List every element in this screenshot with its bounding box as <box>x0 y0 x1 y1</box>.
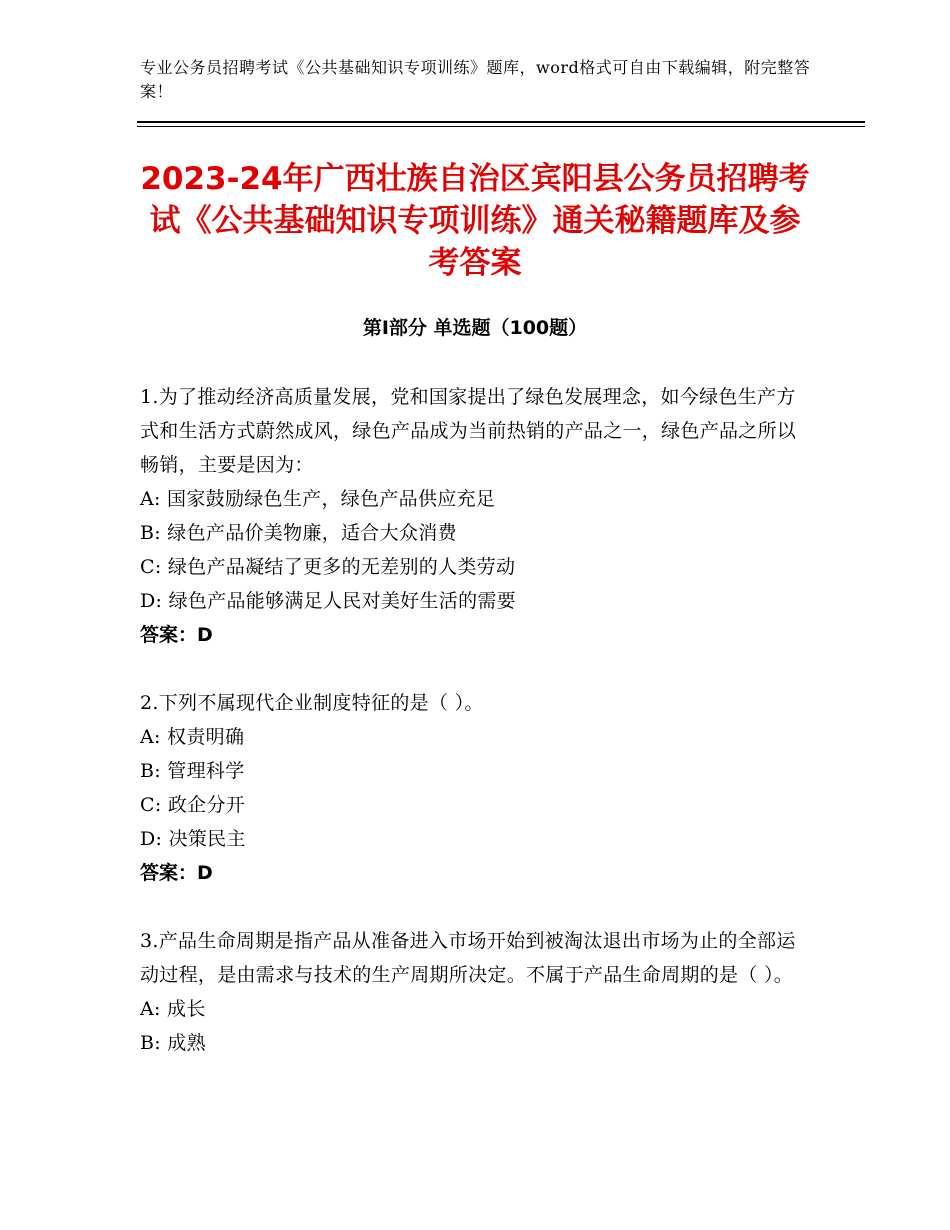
document-title: 2023-24年广西壮族自治区宾阳县公务员招聘考试《公共基础知识专项训练》通关秘籍题库及参考答案 <box>140 161 810 281</box>
option-d: D: 决策民主 <box>140 828 246 850</box>
option-a: A: 国家鼓励绿色生产，绿色产品供应充足 <box>140 488 496 510</box>
question-stem: 3.产品生命周期是指产品从准备进入市场开始到被淘汰退出市场为止的全部运动过程，是由需求与技术的生产周期所决定。不属于产品生命周期的是（ ）。 <box>140 930 796 986</box>
option-a: A: 权责明确 <box>140 726 245 748</box>
question-3 <box>140 924 810 1060</box>
answer: 答案：D <box>140 624 213 646</box>
question-1 <box>140 380 810 652</box>
option-d: D: 绿色产品能够满足人民对美好生活的需要 <box>140 590 516 612</box>
answer: 答案：D <box>140 862 213 884</box>
section-title: 第Ⅰ部分 单选题（100题） <box>362 317 588 339</box>
question-2 <box>140 686 810 890</box>
question-list <box>140 380 810 1094</box>
question-stem: 2.下列不属现代企业制度特征的是（ ）。 <box>140 692 484 714</box>
header-note: 专业公务员招聘考试《公共基础知识专项训练》题库，word格式可自由下载编辑，附完整答案！ <box>140 58 811 101</box>
option-b: B: 成熟 <box>140 1032 206 1054</box>
option-b: B: 绿色产品价美物廉，适合大众消费 <box>140 522 457 544</box>
question-stem: 1.为了推动经济高质量发展，党和国家提出了绿色发展理念，如今绿色生产方式和生活方式蔚然成风，绿色产品成为当前热销的产品之一，绿色产品之所以畅销，主要是因为： <box>140 386 797 476</box>
option-b: B: 管理科学 <box>140 760 245 782</box>
option-c: C: 政企分开 <box>140 794 246 816</box>
option-a: A: 成长 <box>140 998 206 1020</box>
header-rule-thick <box>137 121 865 123</box>
header-rule-thin <box>137 126 865 127</box>
option-c: C: 绿色产品凝结了更多的无差别的人类劳动 <box>140 556 516 578</box>
